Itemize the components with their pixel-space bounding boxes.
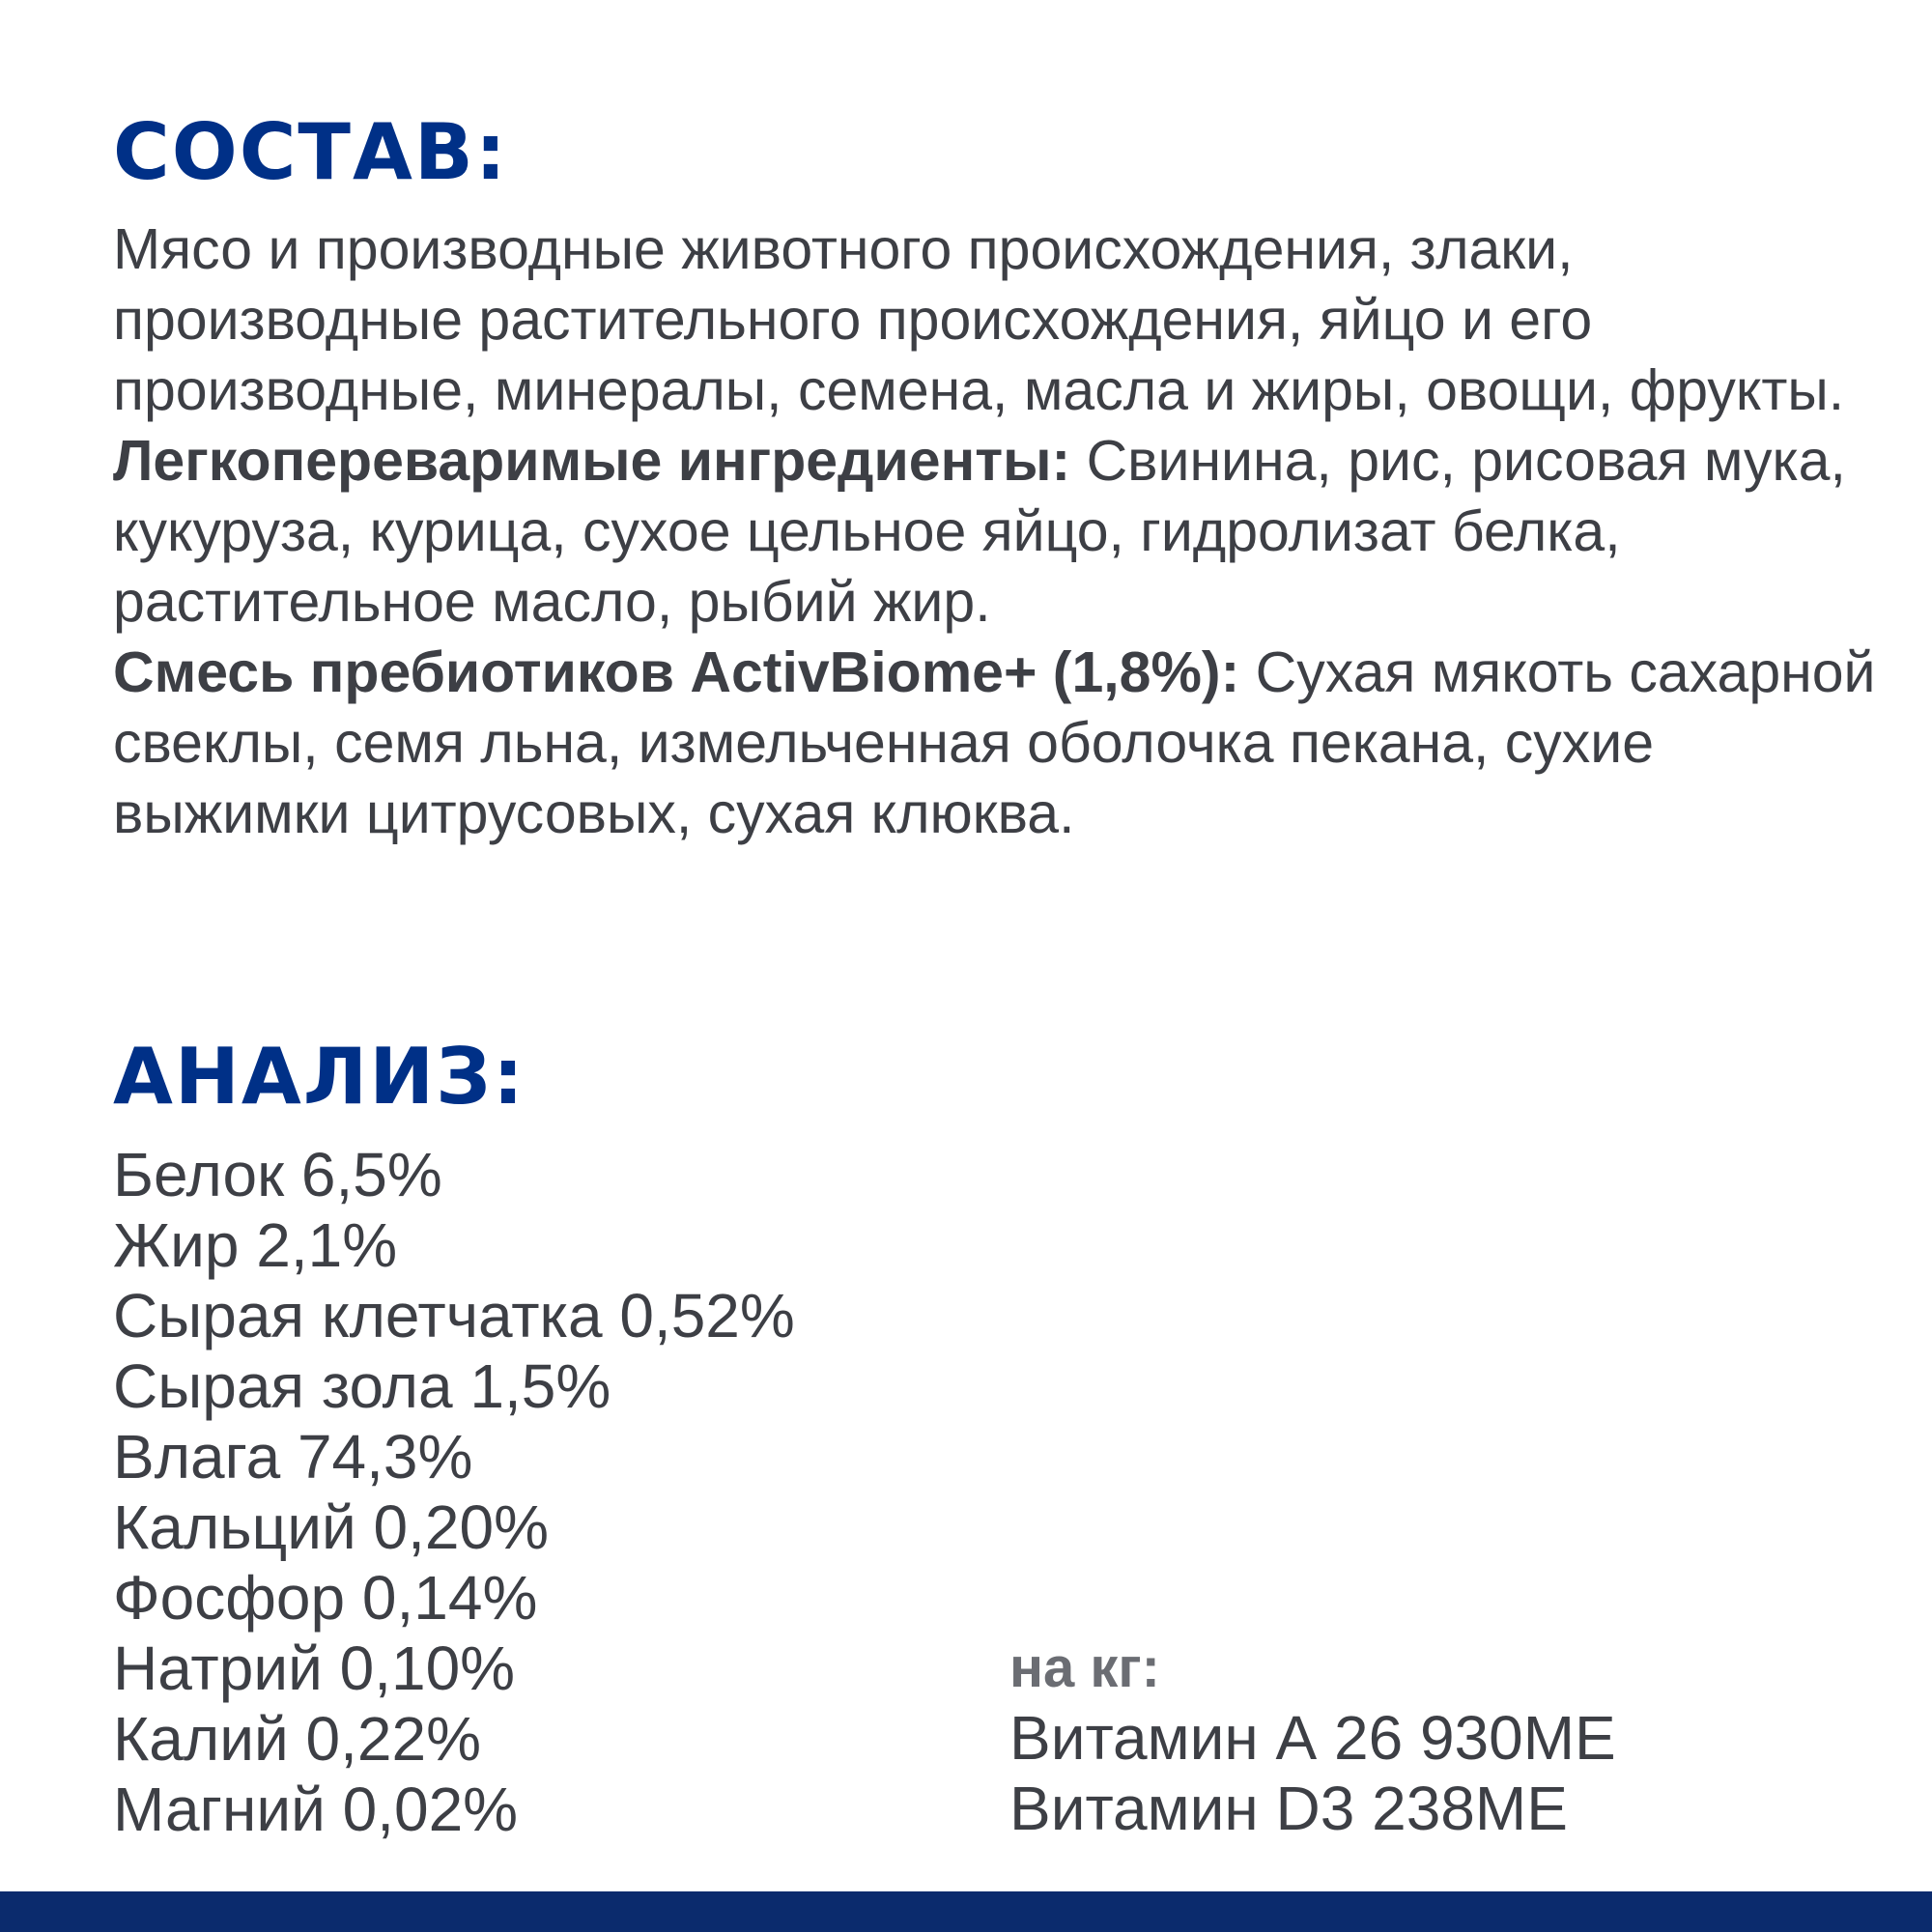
composition-text [113, 214, 1881, 849]
digestible-ingredients-label: Легкопереваримые ингредиенты: [113, 429, 1071, 493]
vitamin-a-value: Витамин А 26 930МЕ [1009, 1703, 1616, 1773]
bottom-brand-bar [0, 1891, 1932, 1932]
composition-intro: Мясо и производные животного происхождения, злаки, производные растительного происхождения, яйцо и его производные, минералы, семена, масла и жиры, овощи, фрукты. [113, 217, 1845, 422]
analysis-item-calcium: Кальций 0,20% [113, 1492, 549, 1562]
analysis-item-potassium: Калий 0,22% [113, 1704, 481, 1774]
vitamin-d3-value: Витамин D3 238МЕ [1009, 1774, 1568, 1843]
prebiotic-blend-text: Сухая мякоть сахарной свеклы, семя льна, измельченная оболочка пекана, сухие выжимки цитрусовых, сухая клюква. [113, 640, 1876, 845]
analysis-item-fat: Жир 2,1% [113, 1210, 398, 1280]
analysis-list [113, 1140, 795, 1845]
analysis-item-protein: Белок 6,5% [113, 1140, 442, 1209]
digestible-ingredients-text: Свинина, рис, рисовая мука, кукуруза, курица, сухое цельное яйцо, гидролизат белка, растительное масло, рыбий жир. [113, 429, 1846, 634]
analysis-item-crude-ash: Сырая зола 1,5% [113, 1351, 611, 1421]
composition-heading: СОСТАВ: [113, 107, 508, 197]
digestible-ingredients [113, 426, 1881, 638]
prebiotic-blend-label: Смесь пребиотиков ActivBiome+ (1,8%): [113, 640, 1240, 704]
prebiotic-blend [113, 638, 1881, 849]
analysis-heading: АНАЛИЗ: [113, 1032, 526, 1122]
per-kg-block [1009, 1633, 1616, 1844]
analysis-item-crude-fiber: Сырая клетчатка 0,52% [113, 1281, 795, 1350]
analysis-item-phosphorus: Фосфор 0,14% [113, 1563, 538, 1633]
analysis-item-magnesium: Магний 0,02% [113, 1775, 519, 1844]
analysis-item-moisture: Влага 74,3% [113, 1422, 473, 1492]
analysis-item-sodium: Натрий 0,10% [113, 1634, 516, 1703]
per-kg-label: на кг: [1009, 1636, 1160, 1699]
